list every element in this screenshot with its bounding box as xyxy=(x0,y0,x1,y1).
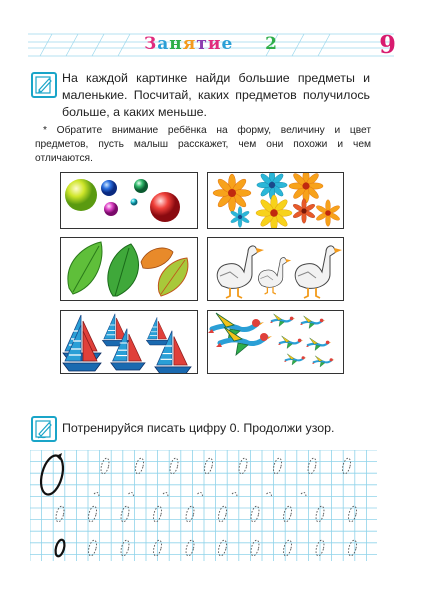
lesson-word-letter: З xyxy=(144,34,158,54)
picture-birds xyxy=(207,310,344,374)
flowers-icon xyxy=(208,173,343,228)
picture-sailboats xyxy=(60,310,198,374)
digit-zero-trace xyxy=(134,457,145,474)
lesson-word-letter: н xyxy=(169,34,183,54)
task1-note: * Обратите внимание ребёнка на форму, величину и цвет предметов, пусть малыш расскажет, чем они похожи и чем отличаются. xyxy=(35,125,371,164)
leaves-icon xyxy=(61,238,197,300)
digit-zero-trace xyxy=(341,457,352,474)
geese-icon xyxy=(208,238,343,300)
lesson-word-letter: я xyxy=(182,34,197,54)
picture-geese xyxy=(207,237,344,301)
lesson-title xyxy=(0,34,422,54)
balls-icon xyxy=(61,173,197,228)
hook-trace xyxy=(301,492,306,496)
hook-trace xyxy=(163,492,168,496)
pencil-writing-icon xyxy=(31,416,57,442)
lesson-word-letter: а xyxy=(157,34,170,54)
digit-zero-trace xyxy=(100,457,111,474)
picture-balls xyxy=(60,172,198,229)
task2-text: Потренируйся писать цифру 0. Продолжи узор. xyxy=(62,421,335,435)
sailboats-icon xyxy=(61,311,197,373)
hook-trace xyxy=(267,492,272,496)
hook-trace xyxy=(129,492,134,496)
hook-trace xyxy=(94,492,99,496)
hook-trace xyxy=(198,492,203,496)
lesson-number: 2 xyxy=(265,34,278,54)
picture-flowers xyxy=(207,172,344,229)
page-number: 9 xyxy=(379,30,396,59)
digit-zero-trace xyxy=(203,457,214,474)
task1-text: На каждой картинке найди большие предметы и маленькие. Посчитай, каких предметов получилось больше, а каких меньше. xyxy=(62,71,370,119)
hook-trace xyxy=(232,492,237,496)
picture-leaves xyxy=(60,237,198,301)
lesson-word-letter: т xyxy=(196,34,208,54)
digit-zero-trace xyxy=(169,457,180,474)
lesson-word-letter: и xyxy=(207,34,222,54)
lesson-word xyxy=(144,34,233,54)
lesson-word-letter: е xyxy=(221,34,234,54)
writing-grid[interactable] xyxy=(30,450,377,561)
birds-icon xyxy=(208,311,343,373)
pencil-on-paper-icon xyxy=(31,72,57,98)
